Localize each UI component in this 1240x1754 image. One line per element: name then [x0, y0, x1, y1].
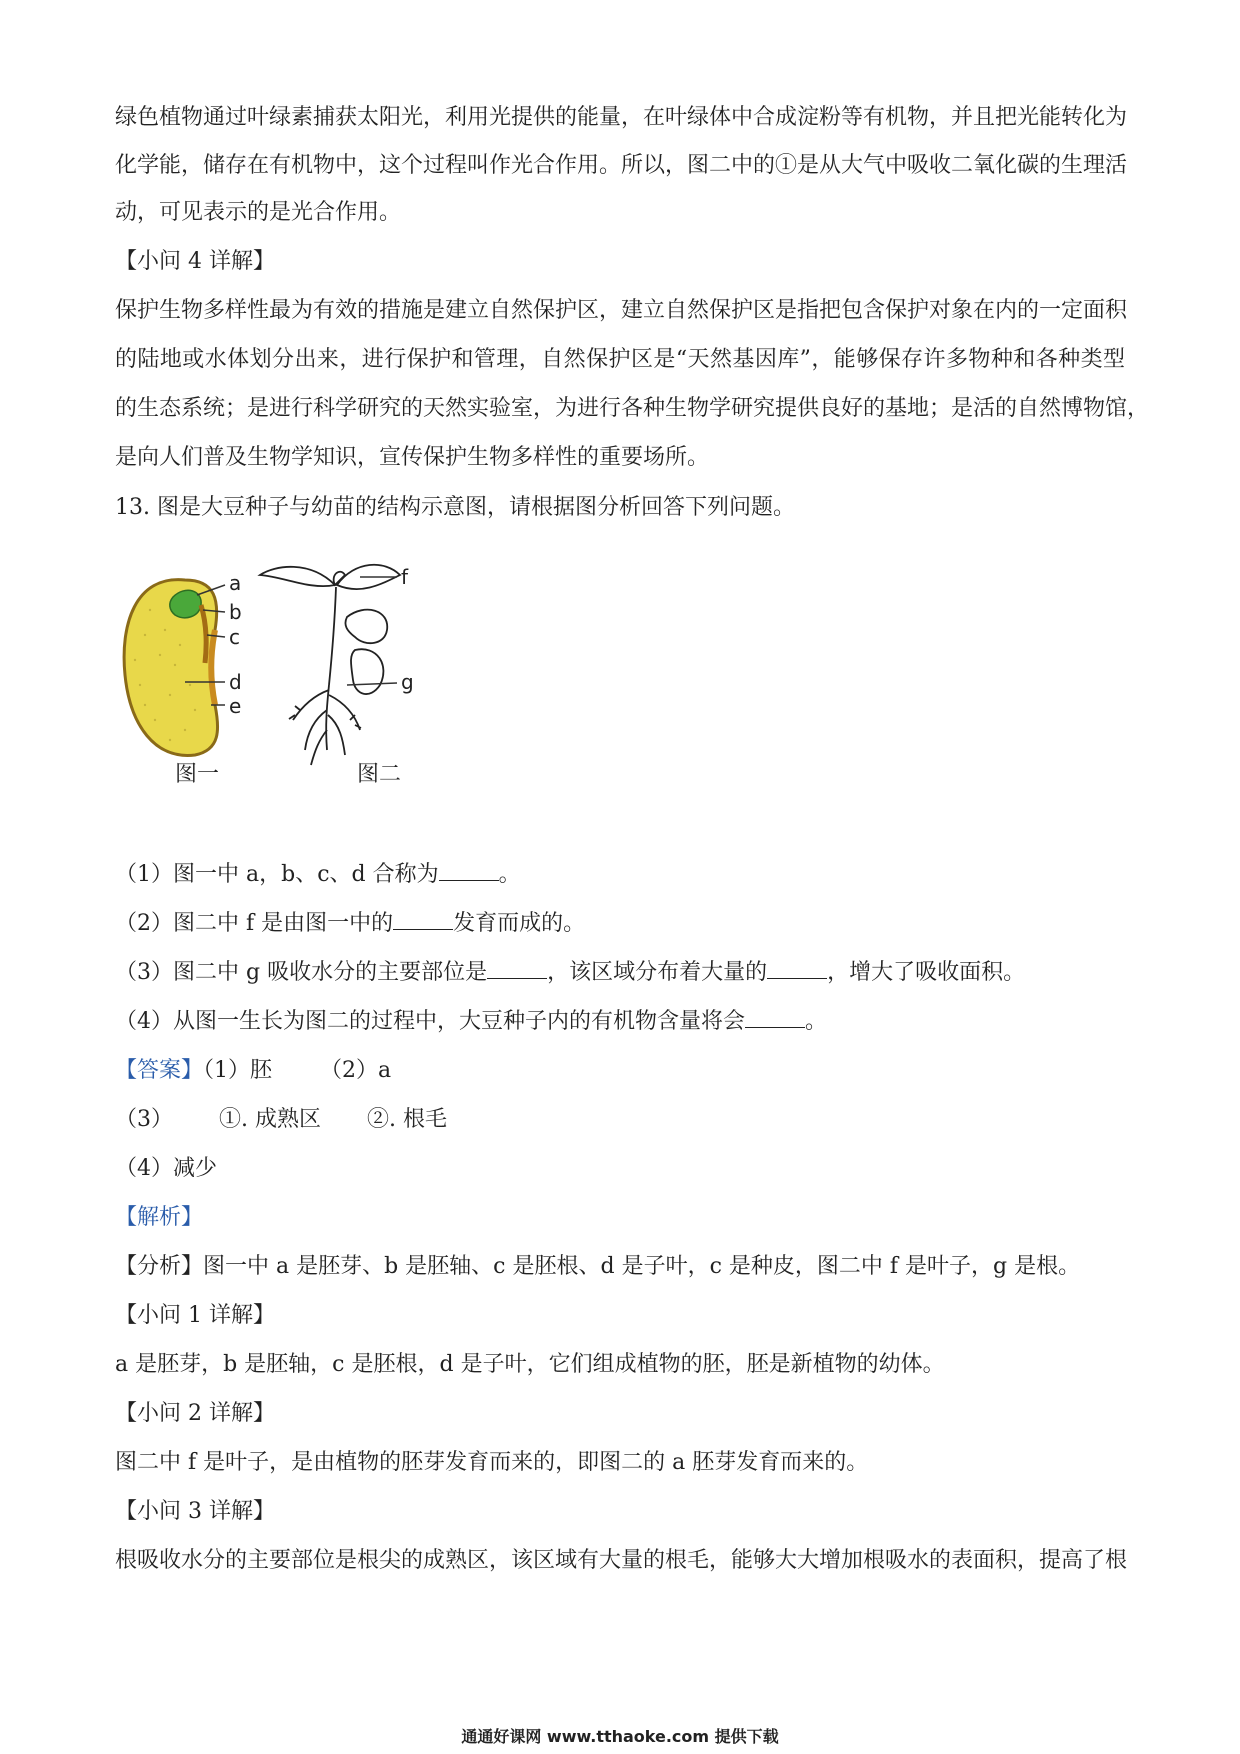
- paragraph-line: 动，可见表示的是光合作用。: [115, 200, 402, 225]
- answer-line-2: [115, 1105, 1125, 1135]
- question-4-text: （4）从图一生长为图二的过程中，大豆种子内的有机物含量将会: [115, 1009, 745, 1034]
- question-2: [115, 909, 1125, 939]
- analysis-tag: 【解析】: [115, 1205, 204, 1230]
- label-f: f: [401, 565, 409, 589]
- label-b: b: [229, 600, 242, 624]
- question-title: 13. 图是大豆种子与幼苗的结构示意图，请根据图分析回答下列问题。: [115, 495, 795, 520]
- label-d: d: [229, 670, 242, 694]
- paragraph-line: 化学能，储存在有机物中，这个过程叫作光合作用。所以，图二中的①是从大气中吸收二氧化碳的生理活: [115, 153, 1128, 178]
- paragraph-line: 图二中 f 是叶子，是由植物的胚芽发育而来的，即图二的 a 胚芽发育而来的。: [115, 1450, 869, 1475]
- label-g: g: [401, 670, 414, 694]
- question-3-text: （3）图二中 g 吸收水分的主要部位是: [115, 960, 488, 985]
- question-1-end: 。: [498, 862, 521, 887]
- answer-blank: [393, 909, 453, 930]
- answer-line-1: [115, 1056, 1125, 1086]
- answer-tag: 【答案】: [115, 1058, 204, 1083]
- question-1: [115, 860, 1125, 890]
- bean-seed-drawing: [124, 580, 225, 756]
- section-heading: 【小问 3 详解】: [115, 1499, 275, 1524]
- paragraph-line: 绿色植物通过叶绿素捕获太阳光，利用光提供的能量，在叶绿体中合成淀粉等有机物，并且把光能转化为: [115, 105, 1128, 130]
- question-3-end: ，增大了吸收面积。: [827, 960, 1026, 985]
- paragraph-line: a 是胚芽，b 是胚轴，c 是胚根，d 是子叶，它们组成植物的胚，胚是新植物的幼体。: [115, 1352, 945, 1377]
- question-1-text: （1）图一中 a，b、c、d 合称为: [115, 862, 439, 887]
- label-e: e: [229, 694, 242, 718]
- answer-1: （1）胚: [203, 1058, 273, 1083]
- answer-2: （2）a: [320, 1058, 392, 1083]
- paragraph-line: 是向人们普及生物学知识，宣传保护生物多样性的重要场所。: [115, 445, 710, 470]
- question-4: [115, 1007, 1125, 1037]
- question-3: [115, 958, 1125, 988]
- figure-two-caption: 图二: [357, 762, 402, 787]
- label-a: a: [229, 571, 242, 595]
- answer-blank: [487, 958, 547, 979]
- paragraph-line: 保护生物多样性最为有效的措施是建立自然保护区，建立自然保护区是指把包含保护对象在内的一定面积: [115, 298, 1128, 323]
- seed-seedling-figure: [115, 555, 515, 795]
- paragraph-line: 根吸收水分的主要部位是根尖的成熟区，该区域有大量的根毛，能够大大增加根吸水的表面积，提高了根: [115, 1548, 1128, 1573]
- section-heading: 【小问 4 详解】: [115, 249, 275, 274]
- page-footer: 通通好课网 www.tthaoke.com 提供下载: [461, 1727, 779, 1746]
- answer-4: （4）减少: [115, 1156, 217, 1181]
- analysis-summary: 【分析】图一中 a 是胚芽、b 是胚轴、c 是胚根、d 是子叶，c 是种皮，图二中 f 是叶子，g 是根。: [115, 1254, 1081, 1279]
- question-4-end: 。: [805, 1009, 828, 1034]
- question-2-text: （2）图二中 f 是由图一中的: [115, 911, 394, 936]
- label-c: c: [229, 625, 240, 649]
- answer-3-number: （3）: [115, 1107, 173, 1132]
- answer-blank: [767, 958, 827, 979]
- answer-blank: [439, 860, 499, 881]
- section-heading: 【小问 2 详解】: [115, 1401, 275, 1426]
- answer-3-part-2: ②. 根毛: [367, 1107, 447, 1132]
- answer-3-part-1: ①. 成熟区: [219, 1107, 321, 1132]
- question-3-mid: ，该区域分布着大量的: [547, 960, 768, 985]
- question-2-end: 发育而成的。: [453, 911, 586, 936]
- figure-one-caption: 图一: [175, 762, 220, 787]
- seedling-drawing: [260, 565, 400, 765]
- section-heading: 【小问 1 详解】: [115, 1303, 275, 1328]
- paragraph-line: 的陆地或水体划分出来，进行保护和管理，自然保护区是“天然基因库”，能够保存许多物种和各种类型: [115, 347, 1125, 372]
- answer-blank: [745, 1007, 805, 1028]
- paragraph-line: 的生态系统；是进行科学研究的天然实验室，为进行各种生物学研究提供良好的基地；是活的自然博物馆，: [115, 396, 1150, 421]
